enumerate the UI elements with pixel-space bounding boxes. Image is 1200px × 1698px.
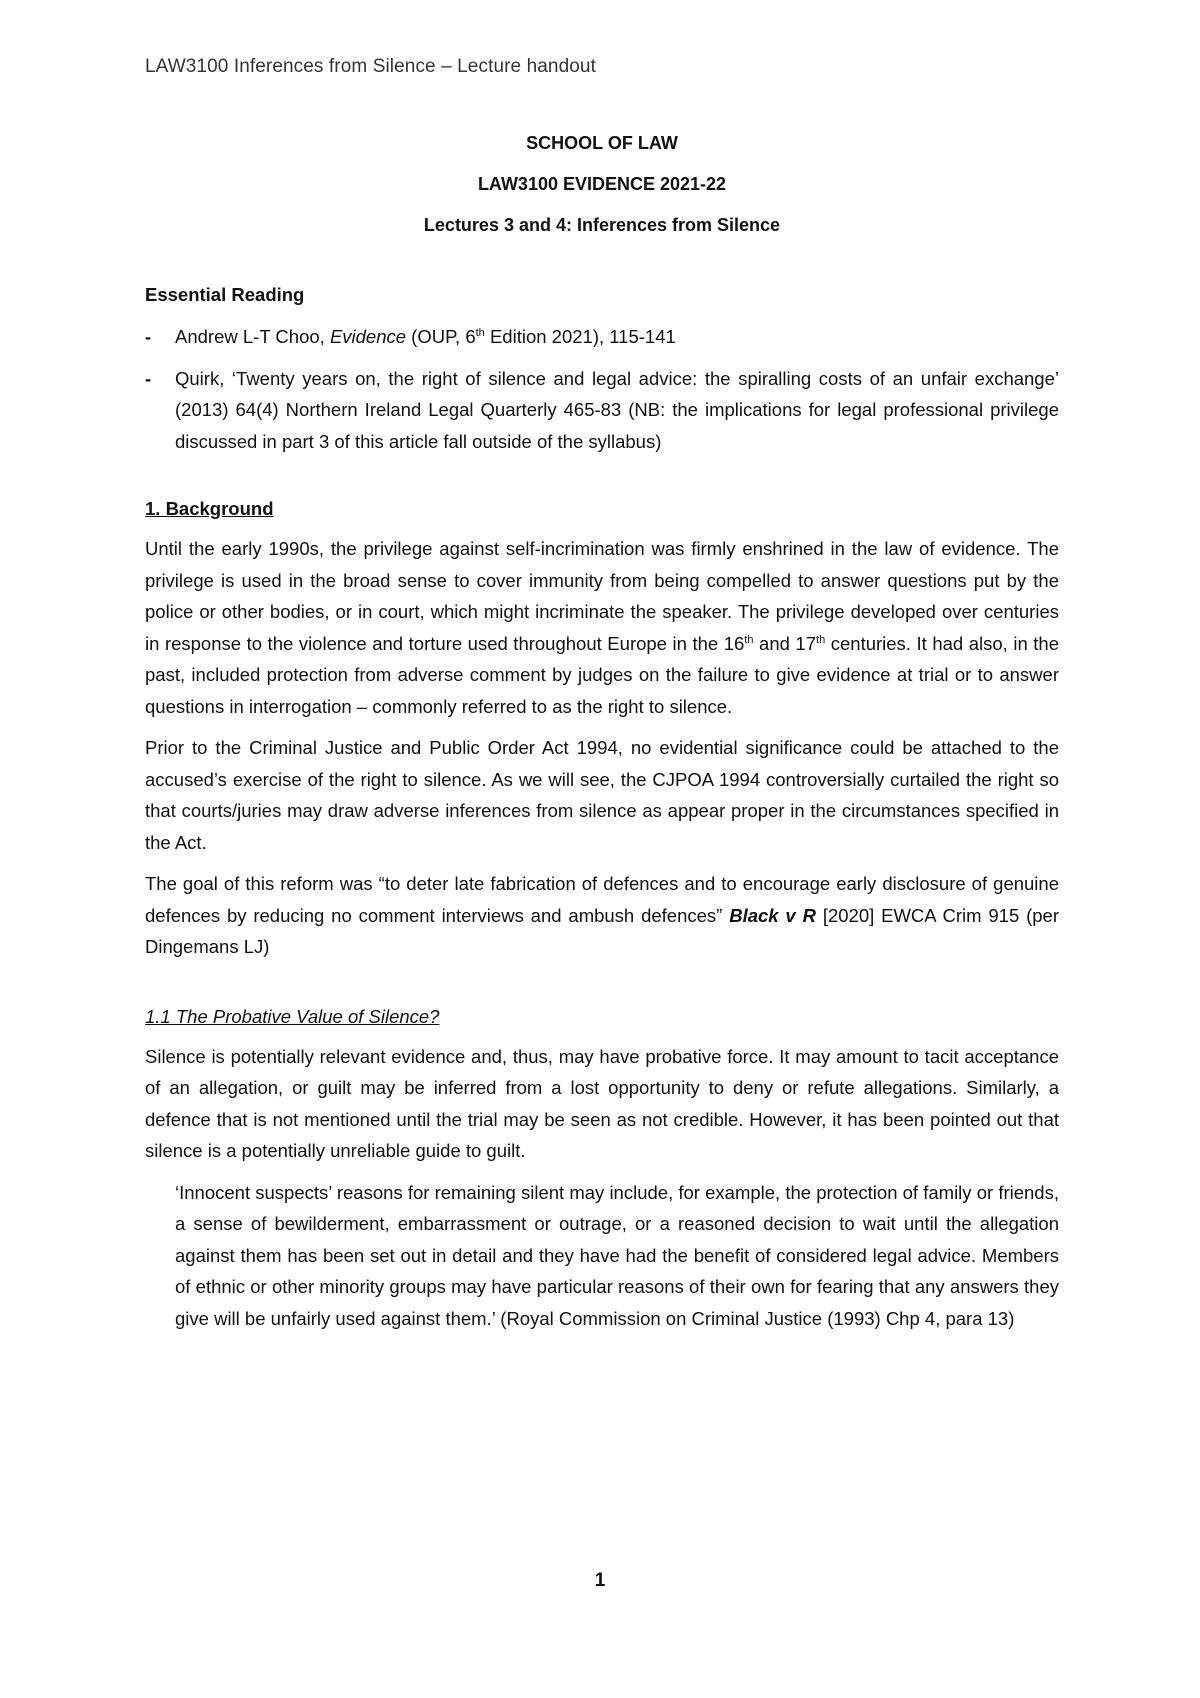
list-dash: - [145,326,152,347]
background-paragraph-3: The goal of this reform was “to deter late fabrication of defences and to encourage early disclosure of genuine defences by reducing no comment interviews and ambush defences” Black v R [2020] EWCA Crim 915 (per Dingemans LJ) [145,873,1059,957]
reading-book-title: Evidence [329,326,407,347]
reading-edition-pre: (OUP, 6 [406,326,476,347]
running-header: LAW3100 Inferences from Silence – Lecture handout [145,56,596,77]
reading-item-quirk [145,363,1059,458]
reading-text: Quirk, ‘Twenty years on, the right of silence and legal advice: the spiralling costs of an unfair exchange’ (2013) 64(4) Northern Ireland Legal Quarterly 465-83 (NB: the implications for legal professional privilege discussed in part 3 of this article fall outside of the syllabus) [175,367,1059,452]
reading-author: Andrew L-T Choo, [175,326,330,347]
school-title: SCHOOL OF LAW [526,133,678,153]
list-dash: - [145,367,152,389]
background-paragraph-1: Until the early 1990s, the privilege against self-incrimination was firmly enshrined in the law of evidence. The privilege is used in the broad sense to cover immunity from being compelled to answer questions put by the police or other bodies, or in court, which might incriminate the speaker. The privilege developed over centuries in response to the violence and torture used throughout Europe in the 16th and 17th centuries. It had also, in the past, included protection from adverse comment by judges on the failure to give evidence at trial or to answer questions in interrogation – commonly referred to as the right to silence. [145,538,1059,717]
background-heading: 1. Background [145,498,274,519]
case-name: Black v R [729,904,816,926]
probative-paragraph: Silence is potentially relevant evidence and, thus, may have probative force. It may amount to tacit acceptance of an allegation, or guilt may be inferred from a lost opportunity to deny or refute allegations. Similarly, a defence that is not mentioned until the trial may be seen as not credible. However, it has been pointed out that silence is a potentially unreliable guide to guilt. [145,1045,1059,1161]
background-paragraph-2: Prior to the Criminal Justice and Public Order Act 1994, no evidential significance could be attached to the accused’s exercise of the right to silence. As we will see, the CJPOA 1994 controversially curtailed the right so that courts/juries may draw adverse inferences from silence as appear proper in the circumstances specified in the Act. [145,737,1059,853]
royal-commission-quote: ‘Innocent suspects’ reasons for remaining silent may include, for example, the protection of family or friends, a sense of bewilderment, embarrassment or outrage, or a reasoned decision to wait until the allegation against them has been set out in detail and they have had the benefit of considered legal advice. Members of ethnic or other minority groups may have particular reasons of their own for fearing that any answers they give will be unfairly used against them.’ (Royal Commission on Criminal Justice (1993) Chp 4, para 13) [175,1181,1059,1329]
module-title: LAW3100 EVIDENCE 2021-22 [477,174,727,194]
reading-edition-sup: th [475,326,485,339]
probative-value-heading: 1.1 The Probative Value of Silence? [145,1005,440,1027]
essential-reading-heading: Essential Reading [145,284,305,305]
reading-edition-post: Edition 2021), 115-141 [484,326,676,347]
document-body [145,130,1059,1334]
page-number: 1 [594,1570,606,1591]
reading-item-choo [145,321,1059,353]
lecture-title: Lectures 3 and 4: Inferences from Silence [423,215,781,235]
